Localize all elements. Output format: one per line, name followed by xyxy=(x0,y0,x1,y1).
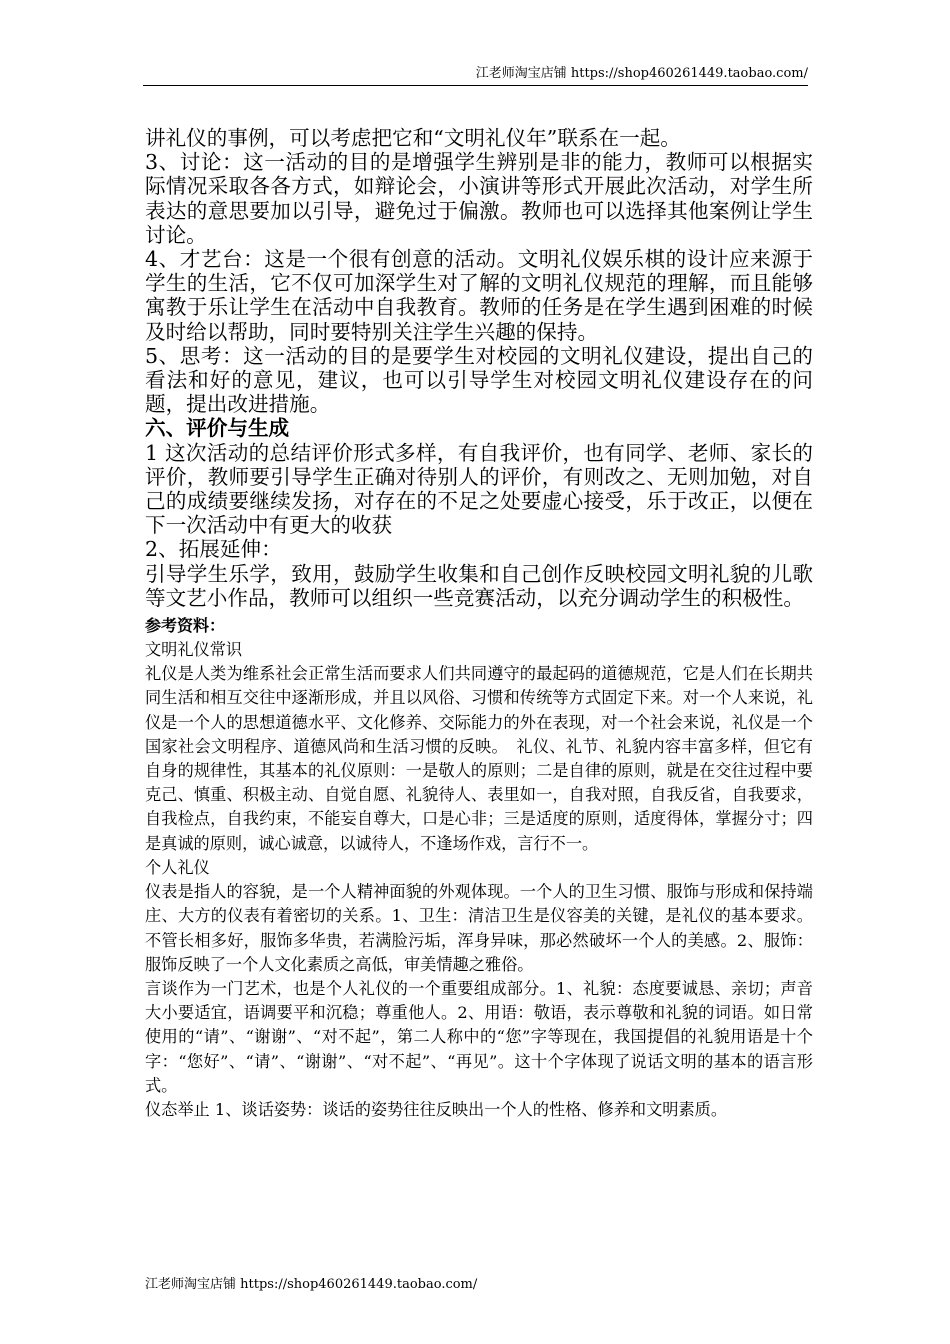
paragraph-extension-label: 2、拓展延伸： xyxy=(145,537,282,562)
paragraph-extension: 引导学生乐学，致用，鼓励学生收集和自己创作反映校园文明礼貌的儿歌等文艺小作品，教师可以组织一些竞赛活动，以充分调动学生的积极性。 xyxy=(145,561,813,610)
paragraph-evaluation: 1 这次活动的总结评价形式多样，有自我评价，也有同学、老师、家长的评价，教师要引导学生正确对待别人的评价，有则改之、无则加勉，对自己的成绩要继续发扬，对存在的不足之处要虚心接受，乐于改正，以便在下一次活动中有更大的收获 xyxy=(145,440,813,538)
paragraph-talent: 4、才艺台：这是一个很有创意的活动。文明礼仪娱乐棋的设计应来源于学生的生活，它不仅可加深学生对了解的文明礼仪规范的理解，而且能够寓教于乐让学生在活动中自我教育。教师的任务是在学生遇到困难的时候及时给以帮助，同时要特别关注学生兴趣的保持。 xyxy=(145,247,813,344)
reference-paragraph-speech: 言谈作为一门艺术，也是个人礼仪的一个重要组成部分。1、礼貌：态度要诚恳、亲切；声音大小要适宜，语调要平和沉稳；尊重他人。2、用语：敬语，表示尊敬和礼貌的词语。如日常使用的“请”、“谢谢”、“对不起”，第二人称中的“您”字等现在，我国提倡的礼貌用语是十个字：“您好”、“请”、“谢谢”、“对不起”、“再见”。这十个字体现了说话文明的基本的语言形式。 xyxy=(145,978,813,1095)
header-divider xyxy=(143,85,808,86)
reference-paragraph-posture: 仪态举止 1、谈话姿势：谈话的姿势往往反映出一个人的性格、修养和文明素质。 xyxy=(145,1099,728,1119)
reference-title-etiquette: 文明礼仪常识 xyxy=(145,640,243,660)
section-heading: 六、评价与生成 xyxy=(145,416,290,441)
paragraph-thinking: 5、思考：这一活动的目的是要学生对校园的文明礼仪建设，提出自己的看法和好的意见，建议，也可以引导学生对校园文明礼仪建设存在的问题，提出改进措施。 xyxy=(145,343,813,417)
paragraph-discussion: 3、讨论：这一活动的目的是增强学生辨别是非的能力，教师可以根据实际情况采取各各方式，如辩论会，小演讲等形式开展此次活动，对学生所表达的意思要加以引导，避免过于偏激。教师也可以选择其他案例让学生讨论。 xyxy=(145,150,813,247)
paragraph-intro: 讲礼仪的事例，可以考虑把它和“文明礼仪年”联系在一起。 xyxy=(145,126,681,150)
reference-section xyxy=(145,614,813,1122)
reference-paragraph-appearance: 仪表是指人的容貌，是一个人精神面貌的外观体现。一个人的卫生习惯、服饰与形成和保持端庄、大方的仪表有着密切的关系。1、卫生：清洁卫生是仪容美的关键，是礼仪的基本要求。不管长相多好，服饰多华贵，若满脸污垢，浑身异味，那必然破坏一个人的美感。2、服饰：服饰反映了一个人文化素质之高低，审美情趣之雅俗。 xyxy=(145,882,813,974)
page-footer: 江老师淘宝店铺 https://shop460261449.taobao.com/ xyxy=(145,1277,478,1292)
reference-title-personal: 个人礼仪 xyxy=(145,857,210,877)
reference-paragraph-etiquette: 礼仪是人类为维系社会正常生活而要求人们共同遵守的最起码的道德规范，它是人们在长期共同生活和相互交往中逐渐形成，并且以风俗、习惯和传统等方式固定下来。对一个人来说，礼仪是一个人的思想道德水平、文化修养、交际能力的外在表现，对一个社会来说，礼仪是一个国家社会文明程序、道德风尚和生活习惯的反映。 礼仪、礼节、礼貌内容丰富多样，但它有自身的规律性，其基本的礼仪原则：一是敬人的原则；二是自律的原则，就是在交往过程中要克己、慎重、积极主动、自觉自愿、礼貌待人、表里如一，自我对照，自我反省，自我要求，自我检点，自我约束，不能妄自尊大，口是心非；三是适度的原则，适度得体，掌握分寸；四是真诚的原则，诚心诚意，以诚待人，不逢场作戏，言行不一。 xyxy=(145,664,813,853)
main-section xyxy=(145,126,813,610)
reference-label: 参考资料： xyxy=(145,616,226,636)
page-header: 江老师淘宝店铺 https://shop460261449.taobao.com/ xyxy=(475,66,808,81)
document-body xyxy=(145,126,813,1122)
